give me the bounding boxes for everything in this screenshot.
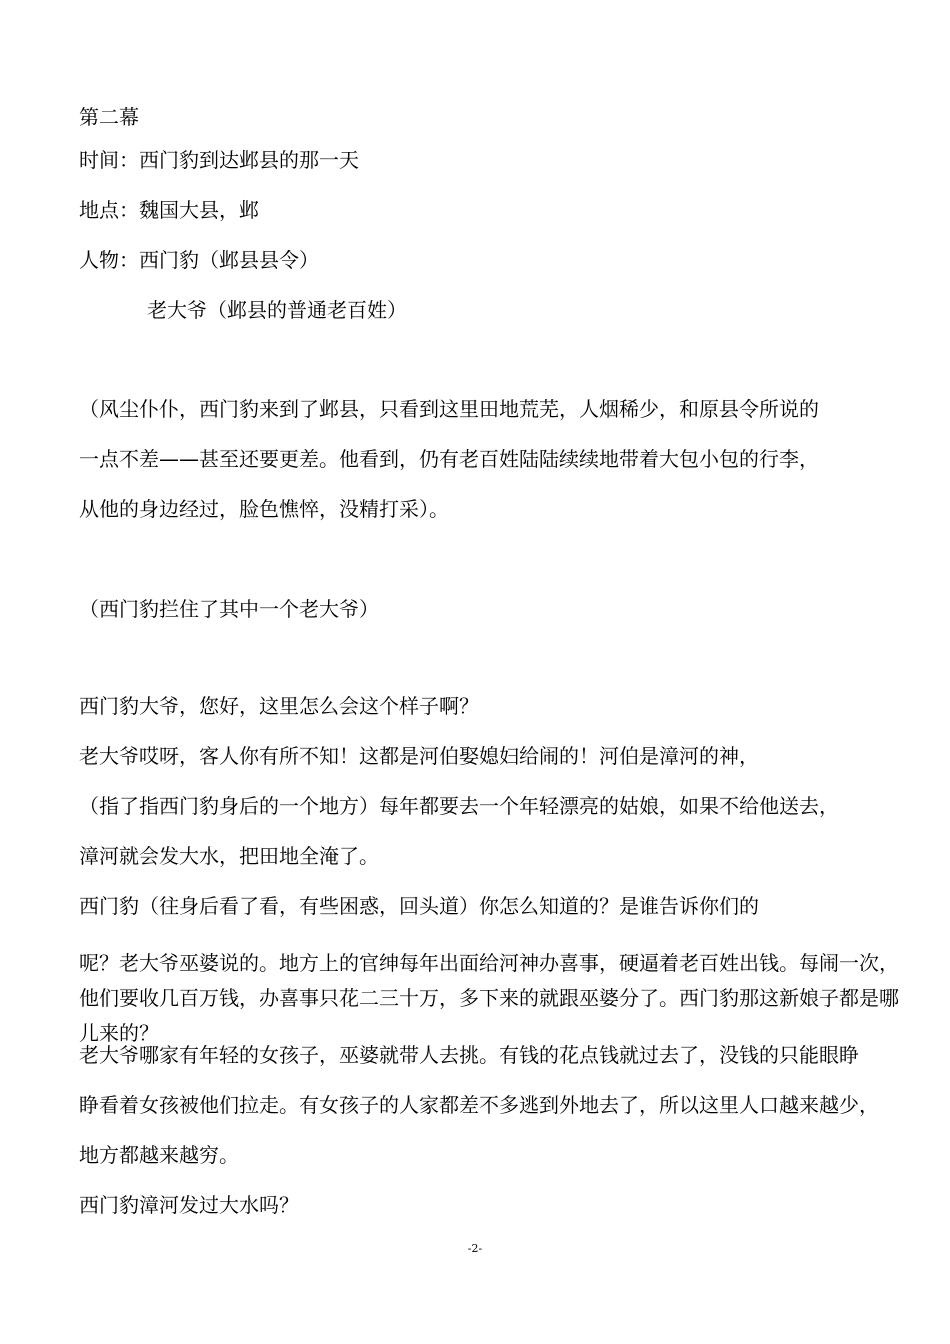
page-number: -2- [467, 1242, 483, 1255]
stage-direction-line: 从他的身边经过，脸色憔悴，没精打采）。 [79, 497, 449, 521]
dialogue-line: 西门豹（往身后看了看，有些困惑，回头道）你怎么知道的？是谁告诉你们的 [79, 894, 759, 918]
dialogue-line: （指了指西门豹身后的一个地方）每年都要去一个年轻漂亮的姑娘，如果不给他送去， [79, 794, 839, 818]
dialogue-line: 漳河就会发大水，把田地全淹了。 [79, 844, 379, 868]
stage-direction-2: （西门豹拦住了其中一个老大爷） [79, 597, 379, 621]
stage-direction-line: （风尘仆仆，西门豹来到了邺县，只看到这里田地荒芜，人烟稀少，和原县令所说的 [79, 397, 819, 421]
dialogue-line: 老大爷哪家有年轻的女孩子，巫婆就带人去挑。有钱的花点钱就过去了，没钱的只能眼睁 [79, 1043, 859, 1067]
time-line: 时间：西门豹到达邺县的那一天 [79, 148, 359, 172]
dialogue-line: 老大爷哎呀，客人你有所不知！这都是河伯娶媳妇给闹的！河伯是漳河的神， [79, 744, 759, 768]
dialogue-line: 地方都越来越穷。 [79, 1143, 239, 1167]
characters-line-2: 老大爷（邺县的普通老百姓） [147, 298, 407, 322]
dialogue-paragraph: 呢？老大爷巫婆说的。地方上的官绅每年出面给河神办喜事，硬逼着老百姓出钱。每闹一次，他们要收几百万钱，办喜事只花二三十万，多下来的就跟巫婆分了。西门豹那这新娘子都是哪儿来的？ [79, 951, 899, 1045]
dialogue-line: 西门豹漳河发过大水吗？ [79, 1193, 299, 1217]
act-title: 第二幕 [79, 105, 139, 129]
stage-direction-line: 一点不差——甚至还要更差。他看到，仍有老百姓陆陆续续地带着大包小包的行李， [79, 447, 819, 471]
place-line: 地点：魏国大县，邺 [79, 198, 259, 222]
characters-line: 人物：西门豹（邺县县令） [79, 248, 319, 272]
dialogue-line: 西门豹大爷，您好，这里怎么会这个样子啊？ [79, 694, 479, 718]
dialogue-line: 睁看着女孩被他们拉走。有女孩子的人家都差不多逃到外地去了，所以这里人口越来越少， [79, 1093, 879, 1117]
